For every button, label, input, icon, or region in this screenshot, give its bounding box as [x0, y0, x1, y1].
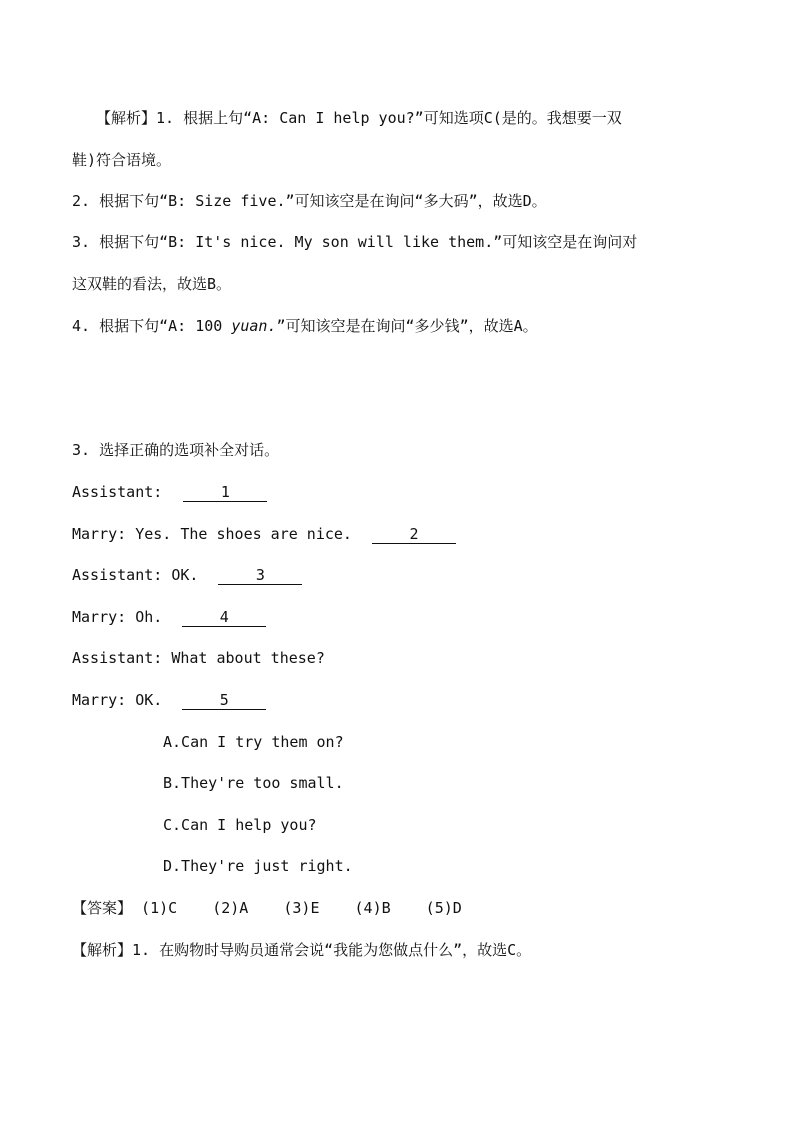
answer-item-1: (1)C [141, 899, 178, 917]
speaker: Assistant: [72, 483, 172, 501]
dialogue-line-4 [72, 607, 734, 629]
option-a: A.Can I try them on? [163, 733, 344, 751]
option-d: D.They're just right. [163, 857, 353, 875]
analysis-item-4-post: ”可知该空是在询问“多少钱”，故选A。 [276, 317, 538, 335]
blank-2: 2 [372, 525, 456, 544]
speaker: Marry: [72, 691, 136, 709]
analysis-item-2: 2. 根据下句“B: Size five.”可知该空是在询问“多大码”，故选D。 [72, 192, 547, 210]
question-title: 3. 选择正确的选项补全对话。 [72, 441, 280, 459]
option-c: C.Can I help you? [163, 816, 317, 834]
analysis-item-4-italic: yuan. [231, 317, 277, 335]
analysis-item-4-pre: 4. 根据下句“A: 100 [72, 317, 232, 335]
dialogue-text: What about these? [171, 649, 325, 667]
speaker: Assistant: [72, 649, 172, 667]
answer-label: 【答案】 [72, 899, 133, 917]
answer-item-3: (3)E [283, 899, 320, 917]
analysis2-item-1: 【解析】1. 在购物时导购员通常会说“我能为您做点什么”，故选C。 [72, 941, 532, 959]
speaker: Assistant: [72, 566, 172, 584]
dialogue-text: Oh. [135, 608, 163, 626]
blank-1: 1 [183, 483, 267, 502]
analysis-item-3-line2: 这双鞋的看法，故选B。 [72, 275, 232, 293]
dialogue-text: OK. [171, 566, 199, 584]
answer-line [72, 898, 734, 920]
dialogue-text: OK. [135, 691, 163, 709]
analysis-item-1-line1: 【解析】1. 根据上句“A: Can I help you?”可知选项C(是的。我想要一双 [96, 109, 622, 127]
answer-item-2: (2)A [212, 899, 249, 917]
dialogue-line-5 [72, 648, 734, 670]
dialogue-line-2 [72, 524, 734, 546]
analysis-item-3-line1: 3. 根据下句“B: It's nice. My son will like them.”可知该空是在询问对 [72, 233, 638, 251]
dialogue-text: Yes. The shoes are nice. [135, 525, 352, 543]
answer-item-4: (4)B [354, 899, 391, 917]
dialogue-line-3 [72, 565, 734, 587]
analysis-item-4 [72, 316, 734, 338]
blank-3: 3 [218, 566, 302, 585]
speaker: Marry: [72, 608, 136, 626]
blank-5: 5 [182, 691, 266, 710]
speaker: Marry: [72, 525, 136, 543]
dialogue-line-6 [72, 690, 734, 712]
answer-item-5: (5)D [425, 899, 462, 917]
blank-4: 4 [182, 608, 266, 627]
analysis-item-1-line2: 鞋)符合语境。 [72, 151, 172, 169]
dialogue-line-1 [72, 482, 734, 504]
option-b: B.They're too small. [163, 774, 344, 792]
